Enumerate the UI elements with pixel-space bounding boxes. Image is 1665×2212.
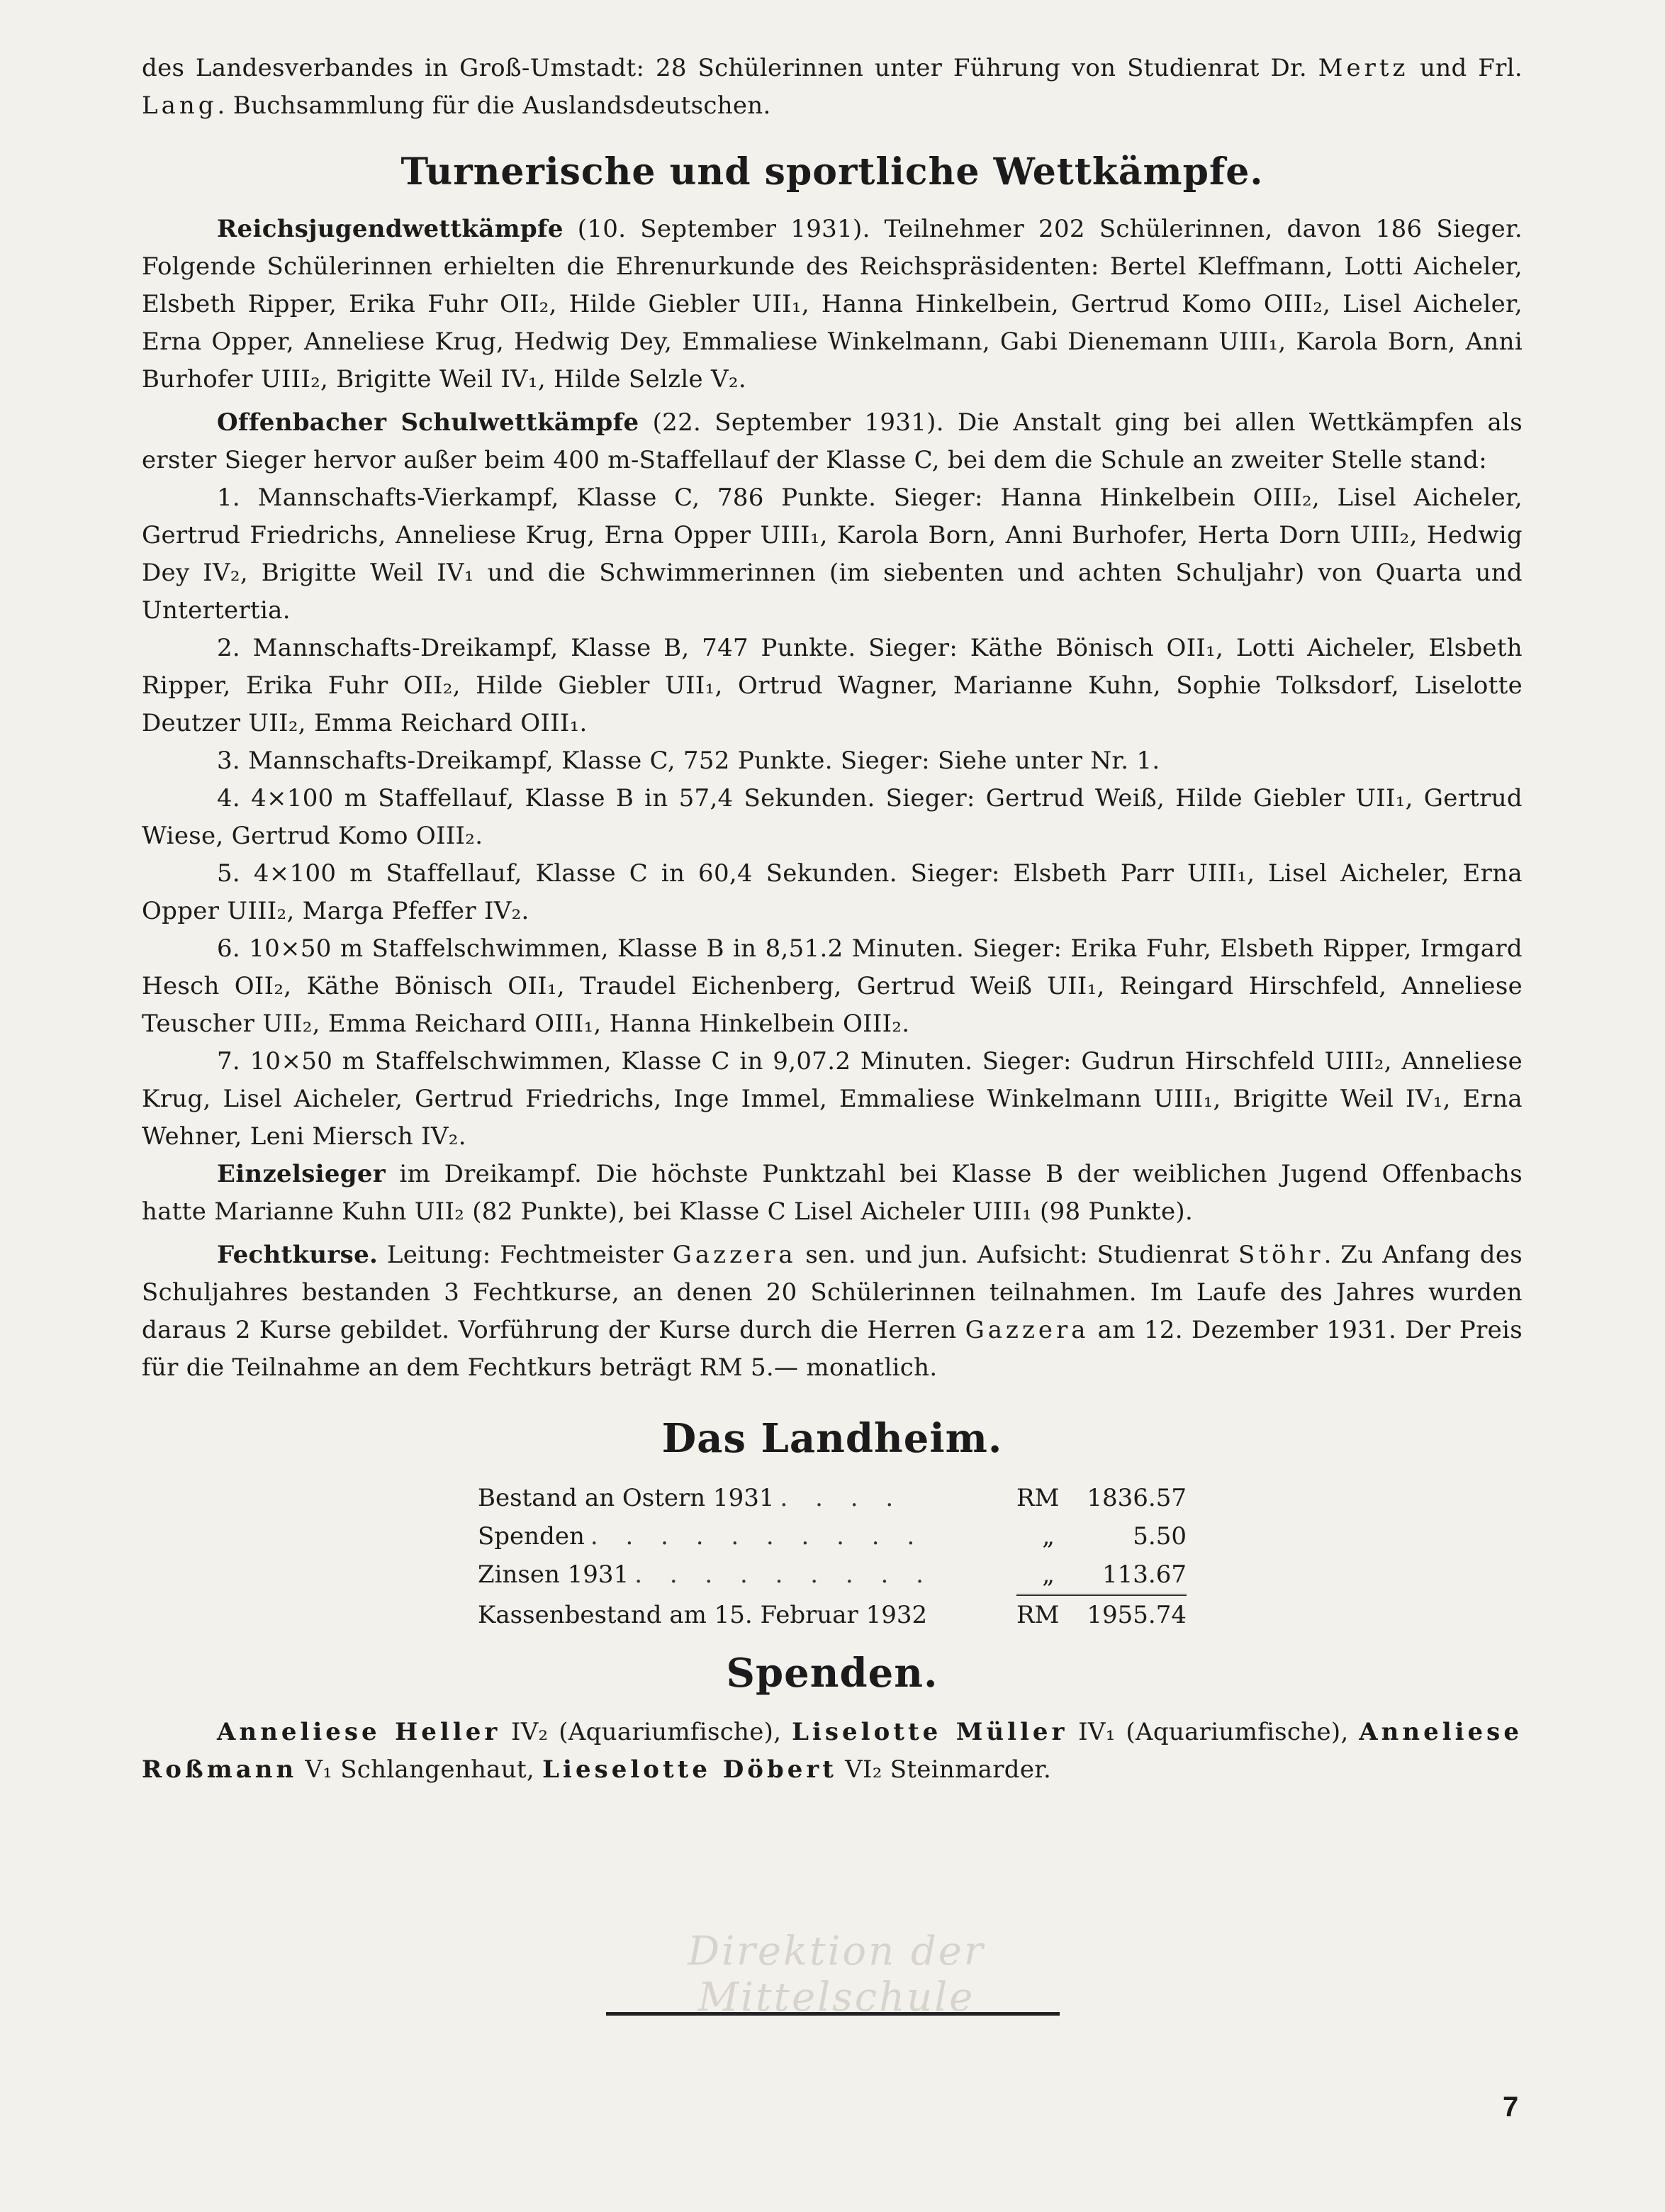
donor-text: IV₁ (Aquariumfische), (1067, 1718, 1360, 1746)
intro-text: . Buchsammlung für die Auslandsdeutschen. (217, 91, 771, 120)
einzel-paragraph (142, 1156, 1523, 1231)
intro-name-mertz: Mertz (1318, 54, 1409, 82)
intro-paragraph (142, 50, 1523, 125)
landheim-ledger (478, 1479, 1187, 1634)
offenbach-lead: Offenbacher Schulwettkämpfe (217, 408, 639, 437)
intro-text: und Frl. (1408, 54, 1523, 82)
ledger-currency: RM (1016, 1594, 1080, 1634)
ledger-row-total (478, 1594, 1187, 1634)
page-number: 7 (1503, 2091, 1519, 2123)
page-content (142, 50, 1523, 1789)
intro-text: des Landesverbandes in Groß-Umstadt: 28 Schülerinnen unter Führung von Studienrat Dr. (142, 54, 1318, 82)
spenden-paragraph (142, 1714, 1523, 1789)
list-item: 2. Mannschafts-Dreikampf, Klasse B, 747 Punkte. Sieger: Käthe Bönisch OII₁, Lotti Aicheler, Elsbeth Ripper, Erika Fuhr OII₂, Hilde Giebler UII₁, Ortrud Wagner, Marianne Kuhn, Sophie Tolksdorf, Liselotte Deutzer UII₂, Emma Reichard OIII₁. (142, 634, 1523, 737)
fecht-lead: Fechtkurse. (217, 1241, 379, 1269)
list-item: 6. 10×50 m Staffelschwimmen, Klasse B in 8,51.2 Minuten. Sieger: Erika Fuhr, Elsbeth Ripper, Irmgard Hesch OII₂, Käthe Bönisch OII₁, Traudel Eichenberg, Gertrud Weiß UII₁, Reingard Hirschfeld, Anneliese Teuscher UII₂, Emma Reichard OIII₁, Hanna Hinkelbein OIII₂. (142, 934, 1523, 1038)
ledger-row (478, 1517, 1187, 1555)
fecht-name: Gazzera (965, 1316, 1089, 1344)
landheim-heading: Das Landheim. (661, 1415, 1003, 1462)
reich-lead: Reichsjugendwettkämpfe (217, 215, 564, 243)
donor-name: Liselotte Müller (792, 1718, 1068, 1746)
ledger-dots: . . . . . . . . . (634, 1560, 934, 1589)
ledger-amount: 1955.74 (1080, 1594, 1187, 1634)
fecht-name: Stöhr (1238, 1241, 1324, 1269)
ledger-amount: 113.67 (1102, 1560, 1187, 1589)
offenbach-text: (22. September 1931). Die Anstalt ging bei allen Wettkämpfen als erster Sieger hervor außer beim 400 m-Staffellauf der Klasse C, bei dem die Schule an zweiter Stelle stand: (142, 408, 1523, 474)
list-item: 3. Mannschafts-Dreikampf, Klasse C, 752 Punkte. Sieger: Siehe unter Nr. 1. (217, 747, 1160, 775)
list-item: 5. 4×100 m Staffellauf, Klasse C in 60,4 Sekunden. Sieger: Elsbeth Parr UIII₁, Lisel Aicheler, Erna Opper UIII₂, Marga Pfeffer IV₂. (142, 859, 1523, 925)
ledger-label: Spenden (478, 1522, 585, 1551)
donor-name: Lieselotte Döbert (542, 1755, 838, 1784)
fecht-paragraph (142, 1236, 1523, 1387)
ledger-row (478, 1555, 1187, 1594)
donor-text: VI₂ Steinmarder. (837, 1755, 1052, 1784)
ledger-amount: 5.50 (1133, 1522, 1187, 1551)
intro-name-lang: Lang (142, 91, 218, 120)
donor-name: Anneliese Heller (217, 1718, 501, 1746)
ledger-label: Zinsen 1931 (478, 1560, 629, 1589)
ledger-currency: „ (1042, 1522, 1055, 1551)
list-item: 4. 4×100 m Staffellauf, Klasse B in 57,4 Sekunden. Sieger: Gertrud Weiß, Hilde Giebler UII₁, Gertrud Wiese, Gertrud Komo OIII₂. (142, 784, 1523, 850)
ledger-currency: RM (1016, 1484, 1060, 1512)
closing-rule (606, 2012, 1060, 2016)
donor-text: V₁ Schlangenhaut, (297, 1755, 543, 1784)
spenden-heading: Spenden. (726, 1650, 938, 1697)
list-item: 7. 10×50 m Staffelschwimmen, Klasse C in 9,07.2 Minuten. Sieger: Gudrun Hirschfeld UIII₂, Anneliese Krug, Lisel Aicheler, Gertrud Friedrichs, Inge Immel, Emmaliese Winkelmann UIII₁, Brigitte Weil IV₁, Erna Wehner, Leni Miersch IV₂. (142, 1047, 1523, 1151)
einzel-text: im Dreikampf. Die höchste Punktzahl bei Klasse B der weiblichen Jugend Offenbachs hatte Marianne Kuhn UII₂ (82 Punkte), bei Klasse C Lisel Aicheler UIII₁ (98 Punkte). (142, 1160, 1523, 1226)
fecht-text: sen. und jun. Aufsicht: Studienrat (796, 1241, 1239, 1269)
ledger-currency: „ (1042, 1560, 1055, 1589)
reich-text: (10. September 1931). Teilnehmer 202 Schülerinnen, davon 186 Sieger. Folgende Schülerinnen erhielten die Ehrenurkunde des Reichspräsidenten: Bertel Kleffmann, Lotti Aicheler, Elsbeth Ripper, Erika Fuhr OII₂, Hilde Giebler UII₁, Hanna Hinkelbein, Gertrud Komo OIII₂, Lisel Aicheler, Erna Opper, Anneliese Krug, Hedwig Dey, Emmaliese Winkelmann, Gabi Dienemann UIII₁, Karola Born, Anni Burhofer UIII₂, Brigitte Weil IV₁, Hilde Selzle V₂. (142, 215, 1523, 393)
fecht-name: Gazzera (672, 1241, 797, 1269)
list-item: 1. Mannschafts-Vierkampf, Klasse C, 786 Punkte. Sieger: Hanna Hinkelbein OIII₂, Lisel Aicheler, Gertrud Friedrichs, Anneliese Krug, Erna Opper UIII₁, Karola Born, Anni Burhofer, Herta Dorn UIII₂, Hedwig Dey IV₂, Brigitte Weil IV₁ und die Schwimmerinnen (im siebenten und achten Schuljahr) von Quarta und Untertertia. (142, 484, 1523, 625)
ledger-label: Bestand an Ostern 1931 (478, 1484, 775, 1512)
ledger-dots: . . . . (780, 1484, 904, 1512)
donor-name: Anneliese Roßmann (142, 1718, 1523, 1784)
sports-heading: Turnerische und sportliche Wettkämpfe. (400, 150, 1264, 194)
reich-paragraph (142, 211, 1523, 398)
ledger-row (478, 1479, 1187, 1517)
donor-text: IV₂ (Aquariumfische), (500, 1718, 792, 1746)
offenbach-paragraph (142, 404, 1523, 479)
ledger-dots: . . . . . . . . . . (590, 1522, 925, 1551)
bleed-through-text: Direktion der Mittelschule (688, 1928, 985, 2021)
ledger-label: Kassenbestand am 15. Februar 1932 (478, 1601, 928, 1629)
ledger-amount: 1836.57 (1087, 1484, 1187, 1512)
fecht-text: am 12. Dezember 1931. Der Preis für die Teilnahme an dem Fechtkurs beträgt RM 5.— monatlich. (142, 1316, 1523, 1382)
einzel-lead: Einzelsieger (217, 1160, 386, 1188)
fecht-text: Leitung: Fechtmeister (378, 1241, 673, 1269)
fecht-text: . Zu Anfang des Schuljahres bestanden 3 Fechtkurse, an denen 20 Schülerinnen teilnahmen. Im Laufe des Jahres wurden daraus 2 Kurse gebildet. Vorführung der Kurse durch die Herren (142, 1241, 1523, 1344)
